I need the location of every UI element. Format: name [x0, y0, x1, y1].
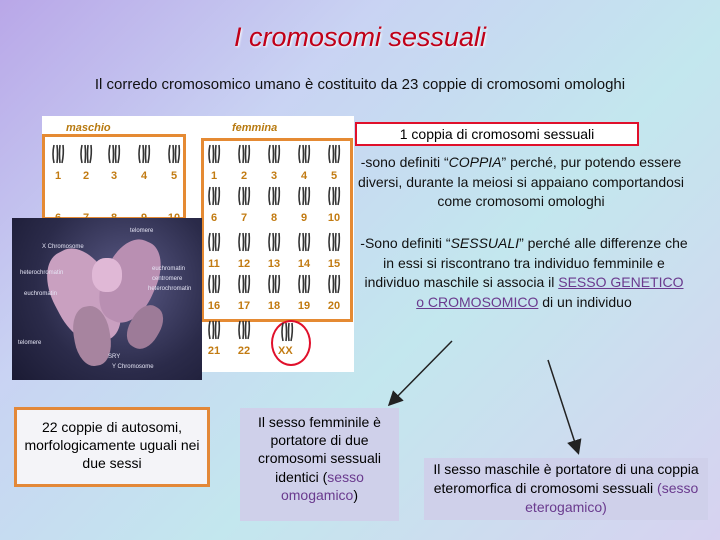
chromosome-number: 21 [207, 345, 221, 357]
chromosome-glyph [297, 186, 311, 202]
chromosome-glyph [280, 322, 294, 338]
chromosome-number: 13 [267, 258, 281, 270]
chromosome-glyph [137, 144, 151, 160]
chromosome-number: 19 [297, 300, 311, 312]
chromosome-glyph [267, 232, 281, 248]
chromosome-number: 8 [270, 212, 278, 224]
chromosome-number: 2 [240, 170, 248, 182]
chromosome-glyph [207, 232, 221, 248]
chromosome-number: 17 [237, 300, 251, 312]
chromosome-glyph [237, 274, 251, 290]
chromosome-glyph [207, 320, 221, 336]
chromosome-number: 5 [170, 170, 178, 182]
female-autosome-box [201, 138, 353, 322]
photo-label: euchromatin [152, 266, 186, 272]
chromosome-number: 10 [327, 212, 341, 224]
chromosome-number: 1 [54, 170, 62, 182]
sex-pair-label: XX [278, 345, 293, 357]
chromosome-glyph [107, 144, 121, 160]
chromosome-number: 1 [210, 170, 218, 182]
photo-label: telomere [130, 228, 154, 234]
chromosome-glyph [267, 186, 281, 202]
arrow-to-male [548, 360, 578, 452]
male-label: maschio [66, 122, 111, 134]
chromosome-glyph [237, 144, 251, 160]
autosomes-box: 22 coppie di autosomi, morfologicamente uguali nei due sessi [14, 407, 210, 487]
chromosome-number: 16 [207, 300, 221, 312]
chromosome-glyph [297, 232, 311, 248]
chromosome-glyph [237, 186, 251, 202]
chromosome-glyph [267, 144, 281, 160]
female-sex-box: Il sesso femminile è portatore di due cromosomi sessuali identici (sesso omogamico) [240, 408, 399, 521]
chromosome-glyph [327, 186, 341, 202]
photo-label: centromere [152, 276, 183, 282]
photo-label: Y Chromosome [112, 364, 154, 370]
chromosome-glyph [267, 274, 281, 290]
chromosome-number: 20 [327, 300, 341, 312]
photo-label: heterochromatin [20, 270, 64, 276]
chromosome-glyph [207, 274, 221, 290]
photo-label: X Chromosome [42, 244, 84, 250]
sessuali-paragraph: -Sono definiti “SESSUALI” perché alle differenze che in essi si riscontrano tra individuo femminile e individuo maschile si associa il SESSO GENETICO o CROMOSOMICO di un individuo [360, 235, 688, 310]
chromosome-number: 3 [270, 170, 278, 182]
chromosome-number: 2 [82, 170, 90, 182]
chromosome-glyph [297, 144, 311, 160]
photo-label: telomere [18, 340, 42, 346]
photo-label: heterochromatin [148, 286, 192, 292]
photo-label: SRY [108, 354, 121, 360]
chromosome-number: 4 [300, 170, 308, 182]
chromosome-glyph [79, 144, 93, 160]
female-label: femmina [232, 122, 278, 134]
chromosome-glyph [327, 144, 341, 160]
chromosome-number: 5 [330, 170, 338, 182]
sex-pair-box: 1 coppia di cromosomi sessuali [355, 122, 639, 146]
chromosome-glyph [207, 144, 221, 160]
chromosome-number: 12 [237, 258, 251, 270]
chromosome-glyph [237, 320, 251, 336]
photo-label: euchromatin [24, 291, 58, 297]
chromosome-glyph [327, 274, 341, 290]
chromosome-number: 14 [297, 258, 311, 270]
chromosome-number: 11 [208, 258, 220, 270]
chromosome-glyph [167, 144, 181, 160]
chromosome-glyph [51, 144, 65, 160]
chromosome-glyph [237, 232, 251, 248]
chromosome-glyph [327, 232, 341, 248]
chromosome-number: 7 [240, 212, 248, 224]
chromosome-glyph [207, 186, 221, 202]
chromosome-number: 9 [300, 212, 308, 224]
male-sex-box: Il sesso maschile è portatore di una coppia eteromorfica di cromosomi sessuali (sesso eterogamico) [424, 458, 708, 520]
chromosome-number: 3 [110, 170, 118, 182]
chromosome-number: 6 [210, 212, 218, 224]
chromosome-number: 22 [237, 345, 251, 357]
coppia-paragraph: -sono definiti “COPPIA” perché, pur potendo essere diversi, durante la meiosi si appaiano comportandosi come cromosomi omologhi [357, 154, 685, 210]
chromosome-glyph [297, 274, 311, 290]
arrow-to-female [390, 341, 452, 404]
chromosome-number: 15 [327, 258, 341, 270]
slide-subtitle: Il corredo cromosomico umano è costituito da 23 coppie di cromosomi omologhi [94, 76, 626, 93]
chromosome-number: 18 [267, 300, 281, 312]
chromosome-photo [12, 218, 202, 380]
slide-title: I cromosomi sessuali [233, 22, 487, 52]
chromosome-number: 4 [140, 170, 148, 182]
